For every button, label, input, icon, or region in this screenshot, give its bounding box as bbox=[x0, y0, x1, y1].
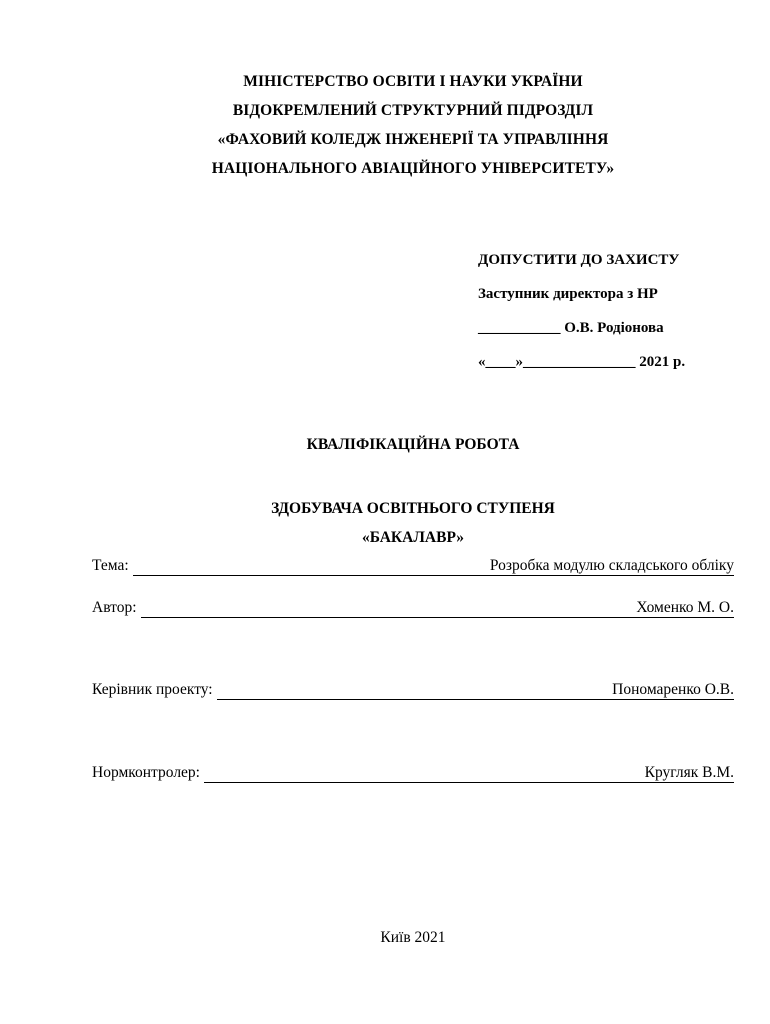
city-year: Київ 2021 bbox=[380, 929, 446, 946]
author-field bbox=[92, 598, 734, 618]
ministry-line: МІНІСТЕРСТВО ОСВІТИ І НАУКИ УКРАЇНИ bbox=[243, 73, 583, 90]
author-label: Автор: bbox=[92, 599, 137, 616]
topic-field bbox=[92, 556, 734, 576]
supervisor-value: Пономаренко О.В. bbox=[217, 681, 734, 700]
approver-signature: ___________ О.В. Родіонова bbox=[478, 320, 664, 336]
institution-header bbox=[0, 67, 770, 183]
approver-position: Заступник директора з НР bbox=[478, 286, 658, 302]
supervisor-field bbox=[92, 680, 734, 700]
author-value: Хоменко М. О. bbox=[141, 599, 734, 618]
approval-date: «____»_______________ 2021 р. bbox=[478, 354, 686, 370]
university-line: НАЦІОНАЛЬНОГО АВІАЦІЙНОГО УНІВЕРСИТЕТУ» bbox=[211, 160, 615, 177]
topic-label: Тема: bbox=[92, 557, 129, 574]
subdivision-line: ВІДОКРЕМЛЕНИЙ СТРУКТУРНИЙ ПІДРОЗДІЛ bbox=[232, 102, 594, 119]
topic-value: Розробка модулю складського обліку bbox=[133, 557, 734, 576]
normcontrol-field bbox=[92, 763, 734, 783]
work-type-title: КВАЛІФІКАЦІЙНА РОБОТА bbox=[306, 436, 520, 453]
college-line: «ФАХОВИЙ КОЛЕДЖ ІНЖЕНЕРІЇ ТА УПРАВЛІННЯ bbox=[217, 131, 609, 148]
normcontrol-label: Нормконтролер: bbox=[92, 764, 200, 781]
degree-title bbox=[0, 494, 770, 552]
approval-block bbox=[478, 243, 748, 379]
degree-line-1: ЗДОБУВАЧА ОСВІТНЬОГО СТУПЕНЯ bbox=[271, 500, 555, 517]
degree-line-2: «БАКАЛАВР» bbox=[361, 529, 465, 546]
approval-heading: ДОПУСТИТИ ДО ЗАХИСТУ bbox=[478, 252, 680, 268]
normcontrol-value: Кругляк В.М. bbox=[204, 764, 734, 783]
supervisor-label: Керівник проекту: bbox=[92, 681, 213, 698]
